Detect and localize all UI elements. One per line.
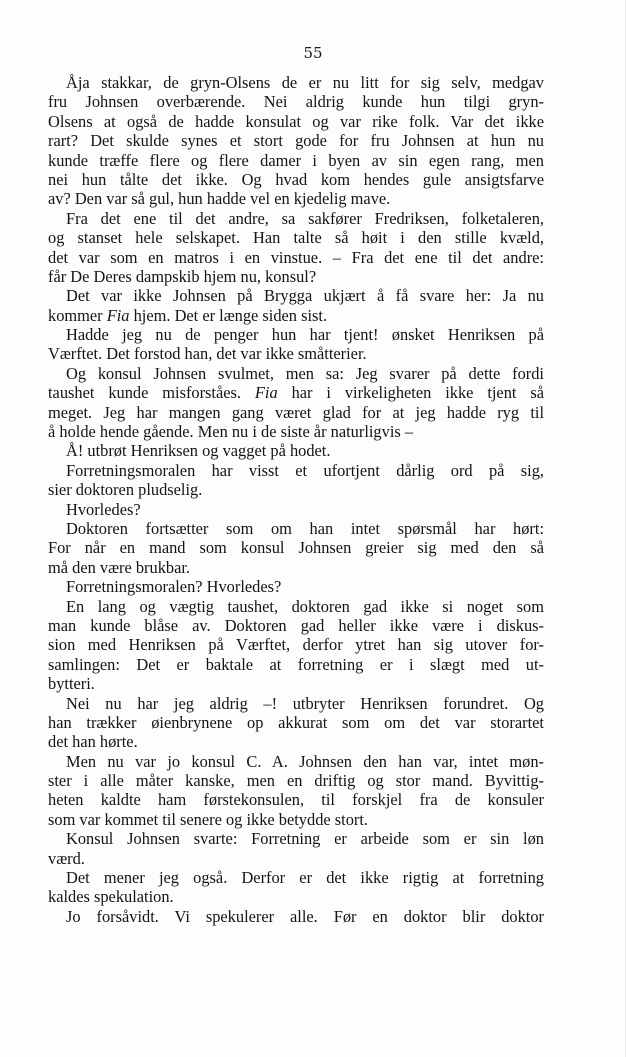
body-text xyxy=(48,73,544,926)
text-line: Å! utbrøt Henriksen og vagget på hodet. xyxy=(66,441,331,461)
text-line: å holde hende gående. Men nu i de siste år naturligvis – xyxy=(48,422,414,442)
text-line: får De Deres dampskib hjem nu, konsul? xyxy=(48,266,317,286)
text-line: For når en mand som konsul Johnsen greier sig med den så xyxy=(48,538,544,558)
text-line: sier doktoren pludselig. xyxy=(48,480,203,500)
text-line: samlingen: Det er baktale at forretning er i slægt med ut- xyxy=(48,654,544,674)
text-line: værd. xyxy=(48,848,85,868)
text-line: Hvorledes? xyxy=(66,499,141,519)
text-line: Doktoren fortsætter som om han intet spørsmål har hørt: xyxy=(66,518,544,538)
text-line: bytteri. xyxy=(48,674,95,694)
text-line: kommer Fia hjem. Det er længe siden sist. xyxy=(48,305,328,325)
text-line: meget. Jeg har mangen gang været glad for at jeg hadde ryg til xyxy=(48,402,544,422)
text-line: det han hørte. xyxy=(48,732,138,752)
text-line: fru Johnsen overbærende. Nei aldrig kunde hun tilgi gryn- xyxy=(48,92,544,112)
text-line: Fra det ene til det andre, sa sakfører Fredriksen, folketaleren, xyxy=(66,208,544,228)
text-line: av? Den var så gul, hun hadde vel en kjedelig mave. xyxy=(48,189,391,209)
text-line: Jo forsåvidt. Vi spekulerer alle. Før en doktor blir doktor xyxy=(66,906,544,926)
text-line: Konsul Johnsen svarte: Forretning er arbeide som er sin løn xyxy=(66,829,544,849)
text-line: rart? Det skulde synes et stort gode for fru Johnsen at hun nu xyxy=(48,131,544,151)
text-line: Nei nu har jeg aldrig –! utbryter Henriksen forundret. Og xyxy=(66,693,544,713)
text-line: ster i alle måter kanske, men en driftig og stor mand. Byvittig- xyxy=(48,771,544,791)
text-line: Det var ikke Johnsen på Brygga ukjært å få svare her: Ja nu xyxy=(66,286,544,306)
text-line: Det mener jeg også. Derfor er det ikke rigtig at forretning xyxy=(66,868,544,888)
text-line: Men nu var jo konsul C. A. Johnsen den han var, intet møn- xyxy=(66,751,544,771)
text-line: det var som en matros i en vinstue. – Fra det ene til det andre: xyxy=(48,247,544,267)
text-line: kaldes spekulation. xyxy=(48,887,174,907)
text-line: som var kommet til senere og ikke betydde stort. xyxy=(48,809,369,829)
ship-name: Fia xyxy=(106,305,130,325)
text-line: taushet kunde misforståes. Fia har i virkeligheten ikke tjent så xyxy=(48,383,544,403)
text-line: Olsens at også de hadde konsulat og var rike folk. Var det ikke xyxy=(48,111,544,131)
text-line: han trækker øienbrynene op akkurat som om det var storartet xyxy=(48,712,544,732)
text-line: Forretningsmoralen? Hvorledes? xyxy=(66,577,282,597)
text-line: Og konsul Johnsen svulmet, men sa: Jeg svarer på dette fordi xyxy=(66,363,544,383)
text-line: En lang og vægtig taushet, doktoren gad ikke si noget som xyxy=(66,596,544,616)
ship-name: Fia xyxy=(254,383,278,403)
text-line: nei hun tålte det ikke. Og hvad kom hendes gule ansigtsfarve xyxy=(48,169,544,189)
text-line: Åja stakkar, de gryn-Olsens de er nu litt for sig selv, medgav xyxy=(66,73,544,92)
text-line: Værftet. Det forstod han, det var ikke småtterier. xyxy=(48,344,367,364)
text-line: og stanset hele selskapet. Han talte så høit i den stille kvæld, xyxy=(48,228,544,248)
page-number: 55 xyxy=(303,44,323,62)
text-line: kunde træffe flere og flere damer i byen av sin egen rang, men xyxy=(48,150,544,170)
text-line: Forretningsmoralen har visst et ufortjent dårlig ord på sig, xyxy=(66,460,544,480)
text-line: heten kaldte ham førstekonsulen, til forskjel fra de konsuler xyxy=(48,790,544,810)
text-line: man kunde blåse av. Doktoren gad heller ikke være i diskus- xyxy=(48,615,544,635)
text-line: Hadde jeg nu de penger hun har tjent! ønsket Henriksen på xyxy=(66,325,544,345)
text-line: må den være brukbar. xyxy=(48,557,191,577)
text-line: sion med Henriksen på Værftet, derfor ytret han sig utover for- xyxy=(48,635,544,655)
